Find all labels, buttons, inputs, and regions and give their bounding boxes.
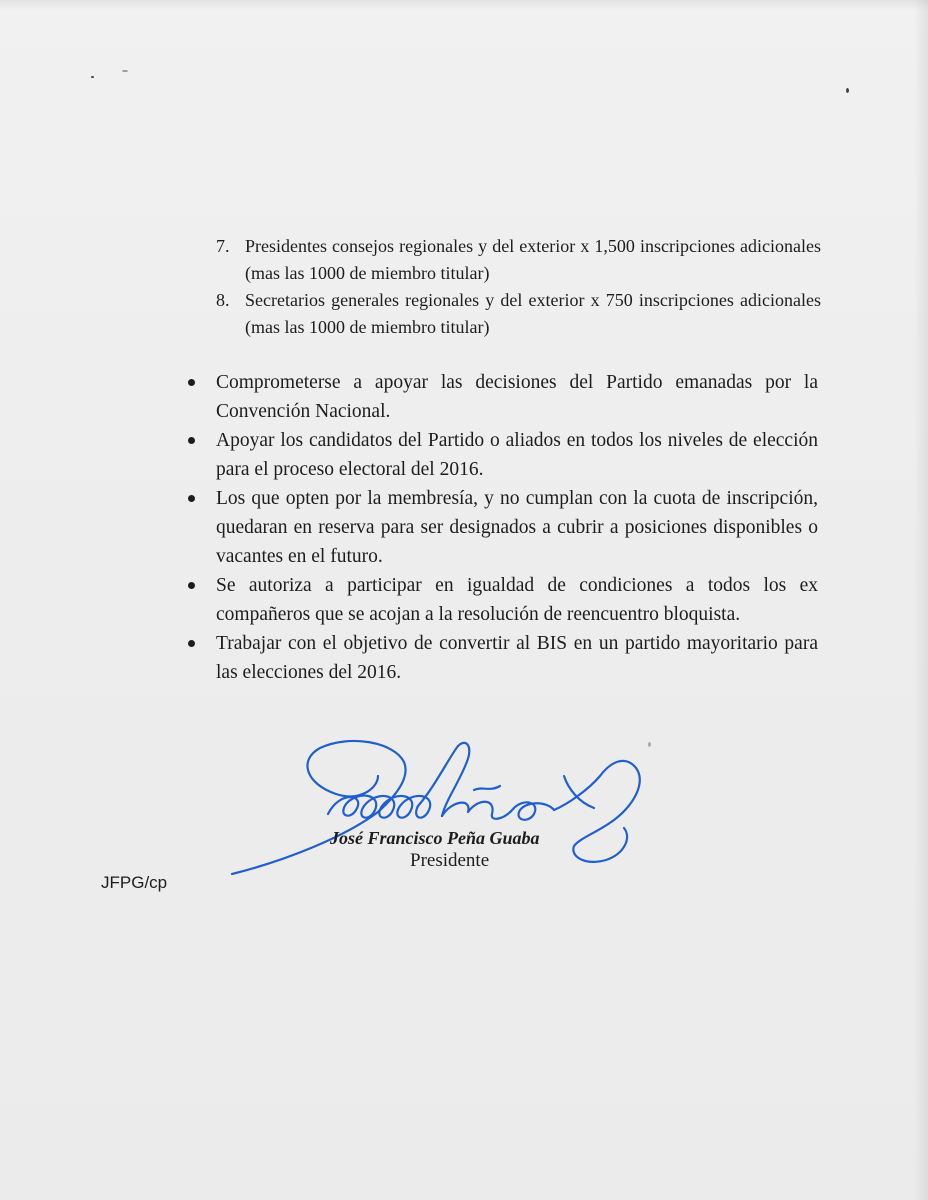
bullet-item	[186, 426, 818, 484]
scan-speck	[846, 88, 849, 93]
bullet-text: Trabajar con el objetivo de convertir al BIS en un partido mayoritario para las elecciones del 2016.	[216, 633, 818, 683]
list-item	[216, 233, 821, 287]
signature-stroke	[474, 786, 500, 790]
signature-stroke	[554, 761, 640, 862]
signature-stroke	[328, 796, 430, 818]
bullet-icon	[188, 495, 195, 502]
signature-stroke	[418, 743, 469, 816]
bullet-text: Se autoriza a participar en igualdad de condiciones a todos los ex compañeros que se acojan a la resolución de reencuentro bloquista.	[216, 575, 818, 625]
scan-speck	[91, 76, 94, 78]
bullet-icon	[188, 437, 195, 444]
signature-stroke	[514, 802, 554, 819]
signer-title: Presidente	[410, 850, 490, 871]
bullet-text: Los que opten por la membresía, y no cumplan con la cuota de inscripción, quedaran en reserva para ser designados a cubrir a posiciones disponibles o vacantes en el futuro.	[216, 488, 818, 567]
bullet-item	[186, 484, 818, 571]
paper-edge-shadow-right	[914, 0, 928, 1200]
bullet-item	[186, 368, 818, 426]
signer-name: José Francisco Peña Guaba	[330, 828, 540, 848]
signature-stroke	[442, 802, 514, 819]
signature-stroke	[232, 762, 406, 874]
list-number: 7.	[216, 236, 230, 256]
bullet-text: Apoyar los candidatos del Partido o aliados en todos los niveles de elección para el proceso electoral del 2016.	[216, 430, 818, 480]
numbered-list	[216, 233, 821, 341]
bullet-item	[186, 629, 818, 687]
bullet-item	[186, 571, 818, 629]
bullet-list	[186, 368, 818, 687]
paper-edge-shadow-top	[0, 0, 928, 10]
bullet-icon	[188, 582, 195, 589]
scan-speck	[122, 70, 128, 72]
list-number: 8.	[216, 290, 230, 310]
list-item	[216, 287, 821, 341]
list-item-text: Secretarios generales regionales y del exterior x 750 inscripciones adicionales (mas las 1000 de miembro titular)	[245, 290, 821, 337]
reference-initials: JFPG/cp	[101, 873, 168, 892]
bullet-icon	[188, 640, 195, 647]
signature-stroke	[307, 741, 404, 796]
list-item-text: Presidentes consejos regionales y del exterior x 1,500 inscripciones adicionales (mas las 1000 de miembro titular)	[245, 236, 821, 283]
bullet-text: Comprometerse a apoyar las decisiones del Partido emanadas por la Convención Nacional.	[216, 372, 818, 422]
bullet-icon	[188, 379, 195, 386]
